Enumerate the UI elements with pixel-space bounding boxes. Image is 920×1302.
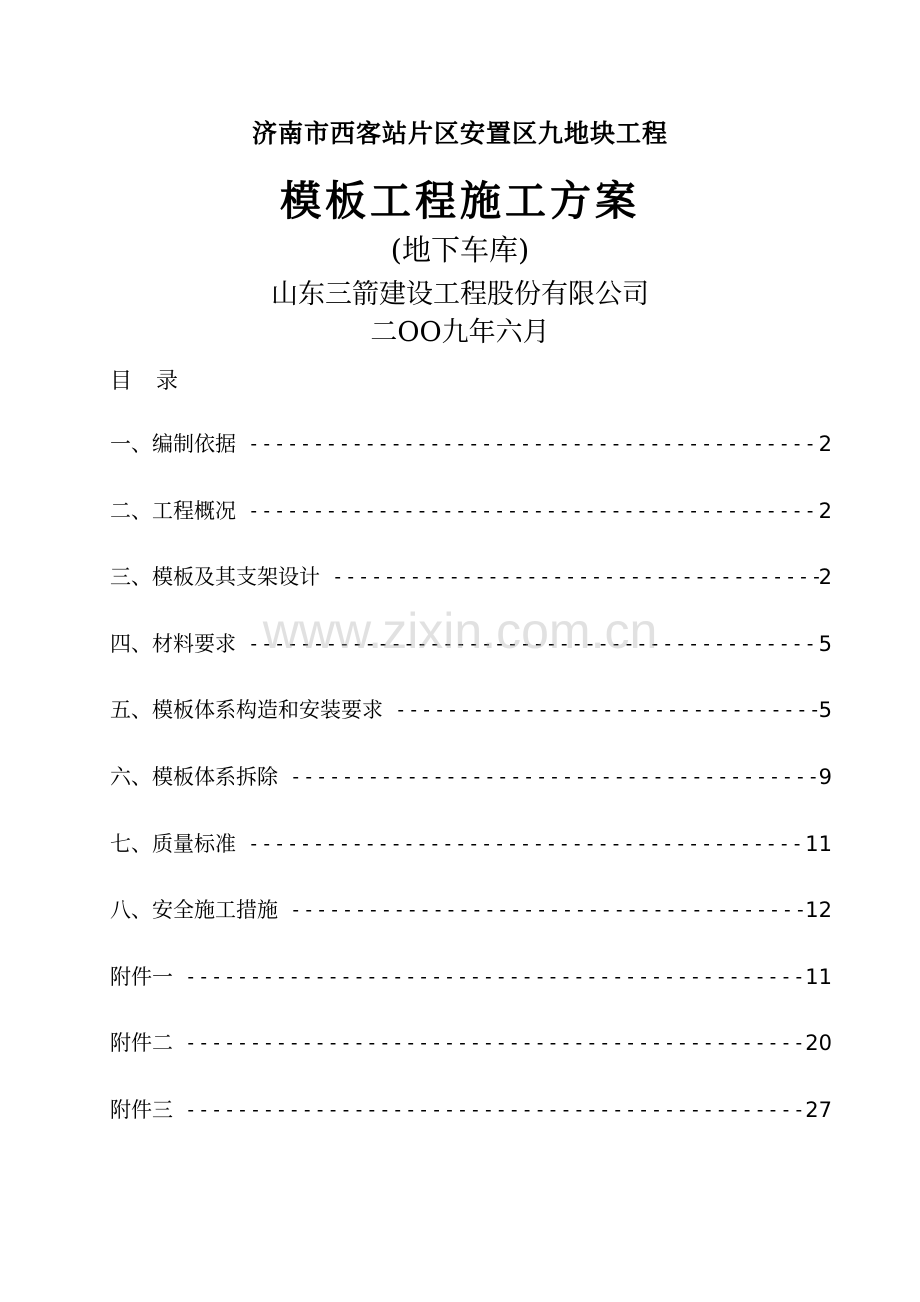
toc-leader	[185, 957, 805, 997]
toc-heading-part1: 目	[110, 369, 133, 394]
toc-item-page: 2	[818, 498, 832, 523]
toc-item-page: 9	[818, 764, 832, 789]
toc-item-label: 八、安全施工措施	[110, 898, 278, 923]
toc-leader	[248, 424, 819, 464]
toc-leader	[332, 557, 819, 597]
toc-item-page: 11	[805, 831, 832, 856]
toc-item-label: 六、模板体系拆除	[110, 764, 278, 789]
toc-item[interactable]	[110, 690, 832, 757]
toc-item-label: 四、材料要求	[110, 631, 236, 656]
toc-leader	[185, 1023, 805, 1063]
toc-item[interactable]	[110, 1090, 832, 1157]
toc-item[interactable]	[110, 624, 832, 691]
toc-item-label: 七、质量标准	[110, 831, 236, 856]
document-title: 模板工程施工方案	[280, 177, 640, 225]
toc-item[interactable]	[110, 757, 832, 824]
toc-leader	[248, 824, 805, 864]
toc-item[interactable]	[110, 957, 832, 1024]
document-subtitle: (地下车库)	[390, 233, 530, 267]
toc-heading	[110, 364, 178, 395]
toc-item-page: 27	[805, 1097, 832, 1122]
document-date: 二OO九年六月	[370, 317, 550, 348]
toc-item-label: 附件三	[110, 1097, 173, 1122]
toc-item-label: 三、模板及其支架设计	[110, 565, 320, 590]
toc-item[interactable]	[110, 1023, 832, 1090]
toc-item[interactable]	[110, 424, 832, 491]
toc-item-page: 2	[818, 565, 832, 590]
toc-item-label: 附件一	[110, 964, 173, 989]
toc-leader	[395, 690, 819, 730]
toc-leader	[248, 624, 819, 664]
watermark: www.zixin.com.cn	[262, 603, 658, 659]
toc-item-label: 五、模板体系构造和安装要求	[110, 698, 383, 723]
toc-item-page: 11	[805, 964, 832, 989]
toc-item-page: 5	[818, 698, 832, 723]
table-of-contents	[110, 424, 832, 1157]
toc-item-page: 5	[818, 631, 832, 656]
toc-item-page: 20	[805, 1031, 832, 1056]
project-name: 济南市西客站片区安置区九地块工程	[251, 119, 668, 148]
toc-leader	[185, 1090, 805, 1130]
toc-item[interactable]	[110, 491, 832, 558]
toc-item-label: 一、编制依据	[110, 432, 236, 456]
toc-item[interactable]	[110, 557, 832, 624]
toc-item[interactable]	[110, 824, 832, 891]
toc-item[interactable]	[110, 890, 832, 957]
toc-item-label: 二、工程概况	[110, 498, 236, 523]
toc-item-page: 12	[805, 898, 832, 923]
toc-item-label: 附件二	[110, 1031, 173, 1056]
toc-leader	[248, 491, 819, 531]
toc-item-page: 2	[818, 432, 832, 456]
toc-heading-part2: 录	[156, 369, 179, 394]
company-name: 山东三箭建设工程股份有限公司	[271, 279, 649, 310]
toc-leader	[290, 757, 819, 797]
toc-leader	[290, 890, 805, 930]
